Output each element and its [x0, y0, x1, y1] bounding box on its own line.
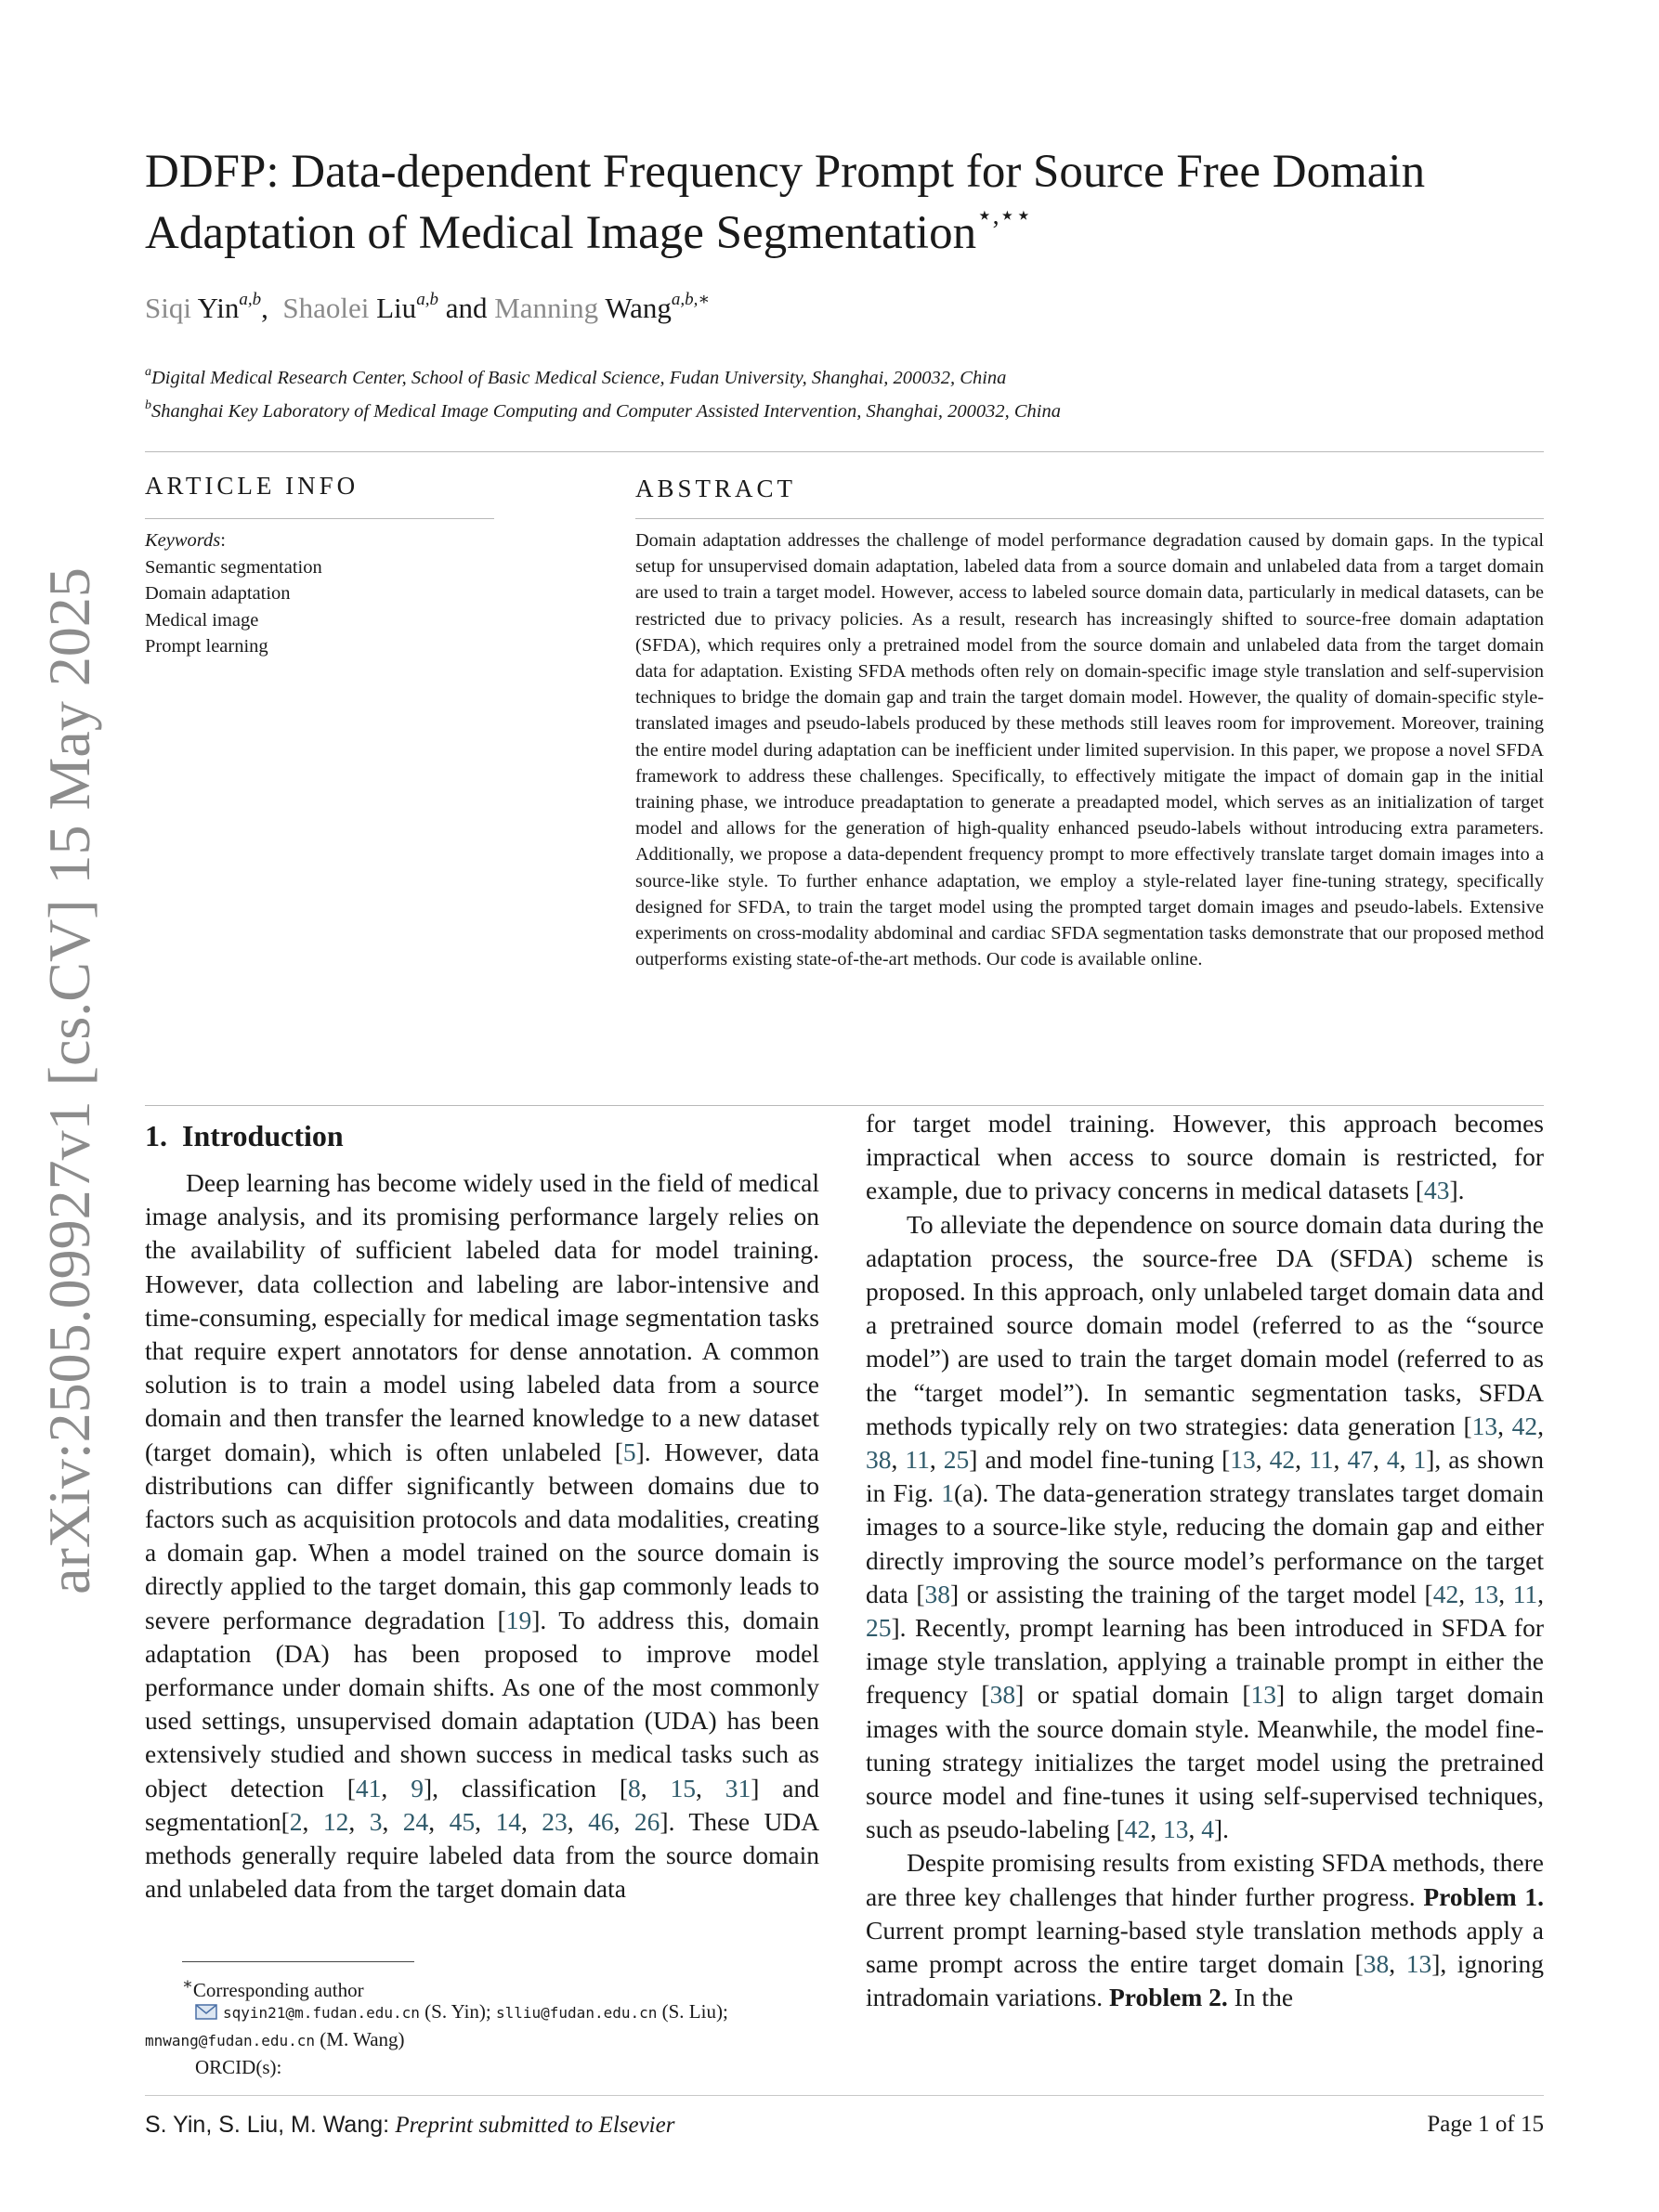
footnote-rule [182, 1961, 414, 1962]
body-text-run: , [428, 1806, 450, 1836]
citation-link[interactable]: 25 [866, 1613, 892, 1643]
body-text-run: ] to align target domain images with the source domain style. Meanwhile, the model fine-tuning strategy initializes the target model using the pretrained source model and fine-tunes it using self-supervised techniques, such as pseudo-labeling [ [866, 1680, 1545, 1844]
body-text-run: , [929, 1445, 944, 1475]
footer-left [145, 2110, 674, 2140]
footnote-emails-line2 [145, 2026, 405, 2054]
citation-link[interactable]: 14 [495, 1806, 521, 1836]
citation-link[interactable]: 8 [627, 1773, 641, 1802]
title-line-2: Adaptation of Medical Image Segmentation [145, 207, 977, 259]
body-text-run: ]. These UDA methods generally require labeled data from the source domain and unlabeled data from the target domain data [145, 1806, 820, 1904]
author-list [145, 290, 710, 327]
citation-link[interactable]: 13 [1230, 1445, 1256, 1475]
intro-paragraph-1 [145, 1166, 819, 1906]
footnote-corresponding-label: Corresponding author [192, 1979, 364, 2001]
citation-link[interactable]: 43 [1423, 1176, 1450, 1205]
body-text-run: Current prompt learning-based style translation methods apply a same prompt across the entire target domain [ [866, 1915, 1544, 1979]
citation-link[interactable]: 11 [1309, 1445, 1334, 1475]
keyword: Prompt learning [145, 636, 268, 657]
body-text-run: , [1372, 1445, 1387, 1475]
citation-link[interactable]: 4 [1201, 1815, 1214, 1844]
body-text-run: , [1188, 1815, 1202, 1844]
email-link[interactable]: sqyin21@m.fudan.edu.cn [223, 2004, 420, 2022]
body-text-run: ]. To address this, domain adaptation (DA) has been proposed to improve model performance under domain shifts. As one of the most commonly used settings, unsupervised domain adaptation (UDA) has been extensively studied and shown success in medical tasks such as object detection [ [145, 1605, 819, 1802]
header-rule [145, 451, 1544, 452]
author-first-name: Siqi [145, 292, 191, 324]
body-text-run: , [348, 1806, 370, 1836]
affiliation-mark: b [145, 398, 151, 412]
body-text-run: , [1255, 1445, 1270, 1475]
body-text-run: ], classification [ [423, 1773, 628, 1802]
citation-link[interactable]: 26 [634, 1806, 660, 1836]
body-column-left [145, 1166, 819, 1906]
abstract-rule [635, 518, 1544, 519]
footnote-orcid: ORCID(s): [195, 2056, 282, 2078]
citation-link[interactable]: 42 [1269, 1445, 1296, 1475]
citation-link[interactable]: 38 [989, 1680, 1016, 1710]
citation-link[interactable]: 3 [369, 1806, 383, 1836]
body-text-run: ]. Recently, prompt learning has been introduced in SFDA for image style translation, applying a trainable prompt in either the frequency [ [866, 1613, 1544, 1710]
section-title: Introduction [182, 1119, 344, 1152]
citation-link[interactable]: 13 [1250, 1680, 1276, 1710]
body-text-run: Deep learning has become widely used in the field of medical image analysis, and its promising performance largely relies on the availability of sufficient labeled data for model training. However, data collection and labeling are labor-intensive and time-consuming, especially for medical image segmentation tasks that require expert annotators for dense annotation. A common solution is to train a model using labeled data from a source domain and then transfer the learned knowledge to a new dataset (target domain), which is often unlabeled [ [145, 1168, 819, 1466]
author-and: and [445, 292, 488, 324]
citation-link[interactable]: 15 [670, 1773, 696, 1802]
abstract-heading: ABSTRACT [635, 475, 797, 502]
citation-link[interactable]: 24 [402, 1806, 429, 1836]
envelope-icon [195, 2000, 217, 2016]
email-owner: (M. Wang) [320, 2028, 405, 2050]
problem-label: Problem 1. [1423, 1881, 1545, 1911]
citation-link[interactable]: 42 [1124, 1815, 1151, 1844]
citation-link[interactable]: 9 [411, 1773, 424, 1802]
body-text-run: , [382, 1806, 403, 1836]
body-text-run: , [381, 1773, 411, 1802]
body-text-run: To alleviate the dependence on source domain data during the adaptation process, the source-free DA (SFDA) scheme is proposed. In this approach, only unlabeled target domain data and a pretrained source domain model (referred to as the “source model”) are used to train the target domain model (referred to as the “target model”). In semantic segmentation tasks, SFDA methods typically rely on two strategies: data generation [ [866, 1209, 1544, 1440]
body-text-run: , [1498, 1579, 1513, 1608]
problem-label: Problem 2. [1108, 1983, 1228, 2012]
keywords-colon: : [220, 530, 226, 551]
author-separator: , [261, 292, 268, 324]
keyword: Medical image [145, 609, 259, 631]
citation-link[interactable]: 13 [1472, 1579, 1499, 1608]
footer-colon: : [383, 2112, 390, 2138]
citation-link[interactable]: 13 [1405, 1949, 1432, 1979]
article-info-rule [145, 518, 494, 519]
citation-link[interactable]: 25 [943, 1445, 970, 1475]
author-first-name: Shaolei [282, 292, 370, 324]
email-link[interactable]: mnwang@fudan.edu.cn [145, 2032, 316, 2049]
email-link[interactable]: slliu@fudan.edu.cn [495, 2004, 658, 2022]
footer-rule [145, 2095, 1544, 2096]
citation-link[interactable]: 13 [1163, 1815, 1189, 1844]
footer-venue: Preprint submitted to Elsevier [395, 2113, 675, 2138]
keywords-label-line [145, 527, 498, 554]
abstract-text: Domain adaptation addresses the challenge of model performance degradation caused by domain gaps. In the typical setup for unsupervised domain adaptation, labeled data from a source domain and unlabeled data from a target domain are used to train a target model. However, access to labeled source domain data, particularly in medical datasets, can be restricted due to privacy policies. As a result, research has increasingly shifted to source-free domain adaptation (SFDA), which requires only a pretrained model from the source domain and unlabeled data from the target domain data for adaptation. Existing SFDA methods often rely on domain-specific image style translation and self-supervision techniques to bridge the domain gap and train the target domain model. However, the quality of domain-specific style-translated images and pseudo-labels produced by these methods still leaves room for improvement. Moreover, training the entire model during adaptation can be inefficient under limited supervision. In this paper, we propose a novel SFDA framework to address these challenges. Specifically, to effectively mitigate the impact of domain gap in the initial training phase, we introduce preadaptation to generate a preadapted model, which serves as an initialization of target model and allows for the generation of high-quality enhanced pseudo-labels without introducing extra parameters. Additionally, we propose a data-dependent frequency prompt to more effectively translate target domain images into a source-like style. To further enhance adaptation, we employ a style-related layer fine-tuning strategy, specifically designed for SFDA, to train the target model using the prompted target domain images and pseudo-labels. Extensive experiments on cross-modality abdominal and cardiac SFDA segmentation tasks demonstrate that our proposed method outperforms existing state-of-the-art methods. Our code is available online. [635, 530, 1544, 970]
author-last-name: Yin [197, 292, 240, 324]
citation-link[interactable]: 42 [1432, 1579, 1459, 1608]
title-footnote-marks: ⋆,⋆⋆ [976, 202, 1032, 230]
citation-link[interactable]: 45 [449, 1806, 476, 1836]
citation-link[interactable]: 1 [941, 1478, 954, 1508]
body-text-run: , [891, 1445, 906, 1475]
email-owner: (S. Liu); [661, 2000, 728, 2023]
intro-paragraph-continued [866, 1107, 1544, 1208]
citation-link[interactable]: 42 [1511, 1411, 1538, 1440]
citation-link[interactable]: 11 [1512, 1579, 1538, 1608]
body-text-run: , [613, 1806, 634, 1836]
body-text-run: , [302, 1806, 323, 1836]
intro-paragraph-2 [866, 1208, 1544, 1847]
author-last-name: Liu [376, 292, 417, 324]
body-text-run: ] or spatial domain [ [1015, 1680, 1251, 1710]
body-text-run: (a). The data-generation strategy translates target domain images to a source-like style, reducing the domain gap and either directly improving the source model’s performance on the target data [ [866, 1478, 1544, 1608]
body-text-run: , [640, 1773, 671, 1802]
citation-link[interactable]: 38 [866, 1445, 892, 1475]
affiliation-text: Shanghai Key Laboratory of Medical Image Computing and Computer Assisted Intervention, Shanghai, 200032, China [151, 401, 1062, 422]
intro-paragraph-3 [866, 1846, 1544, 2014]
body-text-run: , [1295, 1445, 1310, 1475]
body-text-run: ], as shown in Fig. [866, 1445, 1544, 1508]
keywords-label: Keywords [145, 530, 221, 551]
body-text-run: for target model training. However, this approach becomes impractical when access to source domain is restricted, for example, due to privacy concerns in medical datasets [ [866, 1109, 1544, 1205]
body-text-run: , [1458, 1579, 1473, 1608]
article-info-heading: ARTICLE INFO [145, 472, 359, 500]
author-affil-mark: a,b [416, 290, 438, 309]
body-text-run: , [567, 1806, 589, 1836]
citation-link[interactable]: 11 [905, 1445, 930, 1475]
author-last-name: Wang [605, 292, 672, 324]
body-text-run: , [696, 1773, 725, 1802]
body-text-run: , [1399, 1445, 1414, 1475]
body-text-run: , [475, 1806, 496, 1836]
citation-link[interactable]: 4 [1386, 1445, 1400, 1475]
affiliation-a [145, 366, 1006, 390]
body-text-run: ]. [1214, 1815, 1230, 1844]
citation-link[interactable]: 5 [622, 1437, 636, 1466]
body-column-right [866, 1107, 1544, 2014]
body-text-run: , [1150, 1815, 1163, 1844]
citation-link[interactable]: 46 [588, 1806, 614, 1836]
body-text-run: In the [1227, 1983, 1294, 2012]
footer-authors: S. Yin, S. Liu, M. Wang [145, 2112, 384, 2138]
author-first-name: Manning [494, 292, 599, 324]
footer-page-number: Page 1 of 15 [1427, 2112, 1544, 2137]
affiliation-mark: a [145, 365, 151, 379]
body-text-run: Despite promising results from existing SFDA methods, there are three key challenges that hinder further progress. [866, 1848, 1544, 1911]
body-text-run: ], ignoring intradomain variations. [866, 1949, 1544, 2012]
body-text-run: ] or assisting the training of the target model [ [950, 1579, 1433, 1608]
affiliation-b [145, 399, 1061, 423]
affiliation-text: Digital Medical Research Center, School of Basic Medical Science, Fudan University, Shanghai, 200032, China [151, 368, 1007, 388]
body-text-run: , [1537, 1579, 1545, 1608]
citation-link[interactable]: 12 [322, 1806, 349, 1836]
body-text-run: ]. However, data distributions can differ significantly between domains due to factors such as acquisition protocols and data modalities, creating a domain gap. When a model trained on the source domain is directly applied to the target domain, this gap commonly leads to severe performance degradation [ [145, 1437, 819, 1634]
footnote-mark: ∗ [182, 1974, 193, 1993]
body-text-run: , [520, 1806, 542, 1836]
arxiv-stamp: arXiv:2505.09927v1 [cs.CV] 15 May 2025 [36, 567, 102, 1594]
citation-link[interactable]: 41 [355, 1773, 382, 1802]
email-owner: (S. Yin); [425, 2000, 491, 2023]
section-heading [145, 1117, 344, 1154]
author-affil-mark: a,b [239, 290, 262, 309]
citation-link[interactable]: 23 [542, 1806, 568, 1836]
body-text-run: ] and segmentation[ [145, 1773, 820, 1836]
keywords-block [145, 527, 498, 660]
body-text-run: , [1497, 1411, 1512, 1440]
title-line-1: DDFP: Data-dependent Frequency Prompt for Source Free Domain [145, 146, 1426, 198]
citation-link[interactable]: 38 [1363, 1949, 1390, 1979]
keyword: Semantic segmentation [145, 556, 322, 578]
citation-link[interactable]: 1 [1413, 1445, 1427, 1475]
citation-link[interactable]: 47 [1347, 1445, 1373, 1475]
abstract-bottom-rule [145, 1105, 1544, 1106]
citation-link[interactable]: 13 [1471, 1411, 1498, 1440]
body-text-run: , [1389, 1949, 1406, 1979]
keyword: Domain adaptation [145, 583, 291, 604]
footnote-emails-line1 [195, 1998, 728, 2026]
citation-link[interactable]: 38 [924, 1579, 951, 1608]
body-text-run: ] and model fine-tuning [ [969, 1445, 1231, 1475]
paper-title [145, 141, 1557, 264]
citation-link[interactable]: 31 [725, 1773, 751, 1802]
citation-link[interactable]: 2 [289, 1806, 303, 1836]
section-number: 1. [145, 1119, 167, 1152]
body-text-run: , [1333, 1445, 1348, 1475]
body-text-run: ]. [1449, 1176, 1465, 1205]
author-affil-mark: a,b,∗ [671, 290, 711, 309]
body-text-run: , [1537, 1411, 1545, 1440]
citation-link[interactable]: 19 [505, 1605, 532, 1634]
